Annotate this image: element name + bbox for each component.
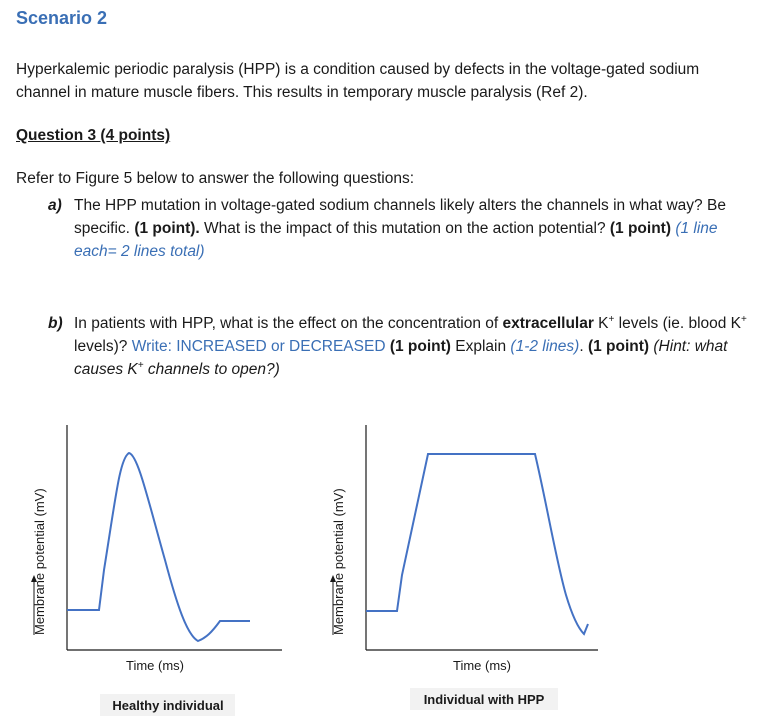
healthy-plot xyxy=(32,425,282,716)
part-b-sup1: + xyxy=(608,313,615,325)
healthy-action-potential-curve xyxy=(67,453,250,641)
question-heading: Question 3 (4 points) xyxy=(16,127,171,144)
part-b-text3: levels (ie. blood K xyxy=(614,315,742,332)
part-b-text2: K xyxy=(593,315,609,332)
left-caption: Healthy individual xyxy=(112,698,224,713)
part-a-text1: The HPP mutation in voltage-gated sodium channels likely alters the channels in what way? Be specific. xyxy=(74,197,726,237)
part-b-label: b) xyxy=(48,315,63,332)
part-a-label: a) xyxy=(48,197,62,214)
right-caption: Individual with HPP xyxy=(423,692,545,707)
figure-5 xyxy=(0,410,770,724)
part-b-text xyxy=(74,312,764,381)
right-ylabel: Membrane potential (mV) xyxy=(331,488,346,635)
left-xlabel: Time (ms) xyxy=(125,658,185,673)
part-b-sup2: + xyxy=(741,313,747,325)
part-b-lines: (1-2 lines) xyxy=(510,338,580,355)
part-b-text5: . xyxy=(579,338,588,355)
instruction-text: Refer to Figure 5 below to answer the following questions: xyxy=(16,170,415,187)
part-b-hint: (Hint: what causes K+ channels to open?) xyxy=(74,338,728,378)
hpp-plot xyxy=(331,425,598,710)
right-xlabel: Time (ms) xyxy=(452,658,512,673)
left-ylabel: Membrane potential (mV) xyxy=(32,488,47,635)
part-b-explain: Explain xyxy=(450,338,511,355)
part-a-text xyxy=(74,194,764,263)
part-a-points1: (1 point). xyxy=(134,220,200,237)
part-b-bold-word: extracellular xyxy=(502,315,594,332)
hpp-action-potential-curve xyxy=(366,454,588,634)
scenario-title: Scenario 2 xyxy=(16,8,108,28)
intro-paragraph: Hyperkalemic periodic paralysis (HPP) is a condition caused by defects in the voltage-gated sodium channel in mature muscle fibers. This results in temporary muscle paralysis (Ref 2). xyxy=(16,61,700,101)
part-b-points1: (1 point) xyxy=(385,338,451,355)
part-a-points2: (1 point) xyxy=(609,220,671,237)
question-part-a xyxy=(48,194,768,264)
part-a-note: (1 line each= 2 lines total) xyxy=(74,220,718,260)
part-b-write-instr: Write: INCREASED or DECREASED xyxy=(131,338,386,355)
question-part-b xyxy=(48,312,768,382)
part-b-points2: (1 point) xyxy=(587,338,650,355)
part-b-text1: In patients with HPP, what is the effect on the concentration of xyxy=(74,315,503,332)
part-b-text4: levels)? xyxy=(74,338,132,355)
part-a-text2: What is the impact of this mutation on the action potential? xyxy=(199,220,610,237)
